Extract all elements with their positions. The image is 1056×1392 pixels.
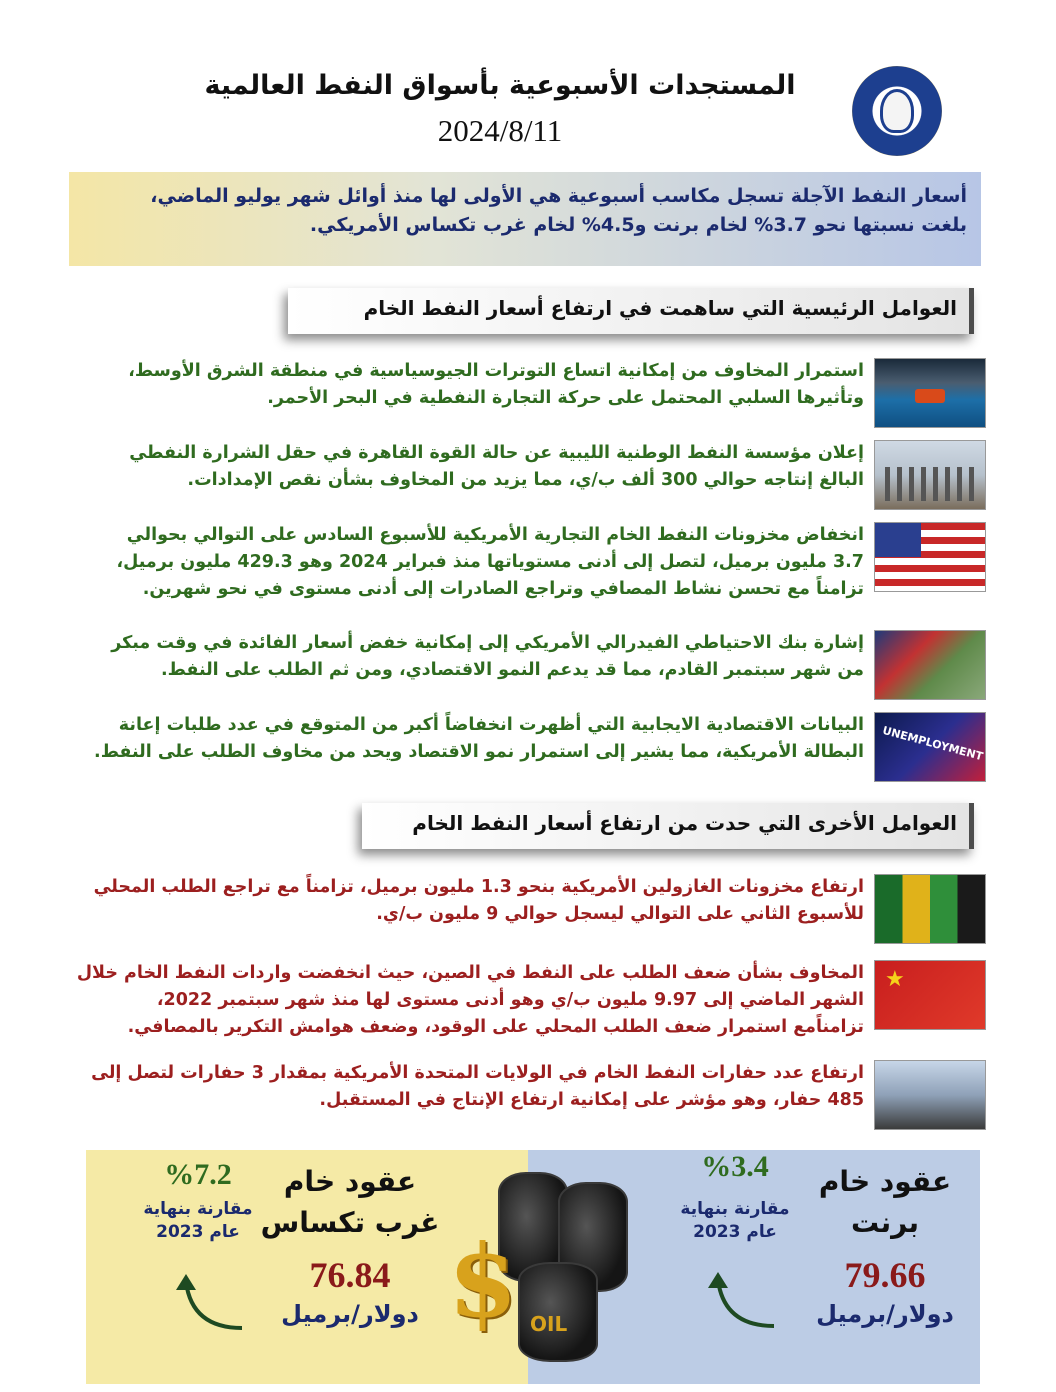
page-date: 2024/8/11: [437, 113, 563, 148]
brent-unit: دولار/برميل: [816, 1300, 954, 1328]
wti-name-line-2: غرب تكساس: [260, 1205, 440, 1239]
factor-up-4: [111, 630, 986, 700]
oil-field-image: [874, 440, 986, 510]
federal-reserve-image: [874, 630, 986, 700]
factor-up-2-line-2: البالغ إنتاجه حوالي 300 ألف ب/ي، مما يزيد من المخاوف بشأن نقص الإمدادات.: [187, 470, 864, 491]
wti-name-line-1: عقود خام: [283, 1165, 417, 1198]
factor-up-1-line-2: وتأثيرها السلبي المحتمل على حركة التجارة النفطية في البحر الأحمر.: [267, 388, 864, 409]
factor-up-3-line-2: 3.7 مليون برميل، لتصل إلى أدنى مستوياتها منذ فبراير 2024 وهو 429.3 مليون برميل،: [116, 552, 864, 573]
us-barrels-decline-image: [874, 522, 986, 592]
factor-up-1: [128, 358, 986, 428]
oil-rig-image: [874, 1060, 986, 1130]
brent-price: 79.66: [844, 1255, 926, 1295]
factor-up-5-line-1: البيانات الاقتصادية الايجابية التي أظهرت انخفاضاً أكبر من المتوقع في عدد طلبات إعانة: [118, 715, 864, 735]
banner-line-2: بلغت نسبتها نحو 3.7% لخام برنت و4.5% لخام غرب تكساس الأمريكي.: [309, 214, 967, 237]
wti-price: 76.84: [309, 1255, 391, 1295]
dollar-icon: $: [448, 1222, 518, 1340]
wti-comparison: [98, 1198, 298, 1244]
factor-down-3-line-1: ارتفاع عدد حفارات النفط الخام في الولايات المتحدة الأمريكية بمقدار 3 حفارات لتصل إلى: [91, 1063, 864, 1083]
brent-up-arrow-icon: [704, 1266, 784, 1336]
brent-name-line-1: عقود خام: [818, 1165, 952, 1198]
oil-barrels-image: [448, 1162, 648, 1372]
factor-up-1-line-1: استمرار المخاوف من إمكانية اتساع التوترات الجيوسياسية في منطقة الشرق الأوسط،: [128, 361, 864, 381]
tanker-fire-image: [874, 358, 986, 428]
factor-up-2-line-1: إعلان مؤسسة النفط الوطنية الليبية عن حالة القوة القاهرة في حقل الشرارة النفطي: [129, 443, 864, 463]
brent-name-line-2: برنت: [850, 1205, 920, 1239]
factor-down-3-line-2: 485 حفار، وهو مؤشر على إمكانية ارتفاع الإنتاج في المستقبل.: [319, 1090, 864, 1111]
factor-down-2-line-1: المخاوف بشأن ضعف الطلب على النفط في الصين، حيث انخفضت واردات النفط الخام خلال: [76, 963, 864, 983]
section-header-down: العوامل الأخرى التي حدت من ارتفاع أسعار النفط الخام: [362, 803, 974, 849]
factor-up-3-line-1: انخفاض مخزونات النفط الخام التجارية الأمريكية للأسبوع السادس على التوالي بحوالي: [126, 525, 864, 545]
section-header-up: العوامل الرئيسية التي ساهمت في ارتفاع أسعار النفط الخام: [288, 288, 974, 334]
page-title: المستجدات الأسبوعية بأسواق النفط العالمية: [204, 70, 796, 101]
unemployment-label: UNEMPLOYMENT: [881, 723, 985, 764]
banner-line-1: أسعار النفط الآجلة تسجل مكاسب أسبوعية هي الأولى لها منذ أوائل شهر يوليو الماضي،: [150, 185, 967, 207]
brent-comparison-line-1: مقارنة بنهاية: [680, 1199, 790, 1219]
factor-down-3: [91, 1060, 986, 1130]
factor-up-5: [94, 712, 986, 782]
factor-down-1-line-1: ارتفاع مخزونات الغازولين الأمريكية بنحو 1.3 مليون برميل، تزامناً مع تراجع الطلب المحلي: [93, 877, 864, 897]
wti-change-pct: %7.2: [164, 1158, 232, 1191]
summary-banner: [69, 172, 981, 266]
brent-change-pct: %3.4: [701, 1150, 769, 1183]
factor-down-2-line-3: تزامناًمع استمرار ضعف الطلب المحلي على الوقود، وضعف هوامش التكرير بالمصافي.: [127, 1017, 864, 1038]
factor-down-2-line-2: الشهر الماضي إلى 9.97 مليون ب/ي وهو أدنى مستوى لها منذ شهر سبتمبر 2022،: [156, 990, 864, 1011]
unemployment-image: [874, 712, 986, 782]
factor-up-3: [117, 522, 987, 603]
brent-comparison-line-2: عام 2023: [693, 1221, 777, 1242]
oil-label: OIL: [530, 1312, 568, 1336]
fuel-pumps-image: [874, 874, 986, 944]
china-flag-image: [874, 960, 986, 1030]
factor-down-2: [77, 960, 986, 1041]
factor-down-1: [94, 874, 986, 944]
factor-up-3-line-3: تزامناً مع تحسن نشاط المصافي وتراجع الصادرات إلى أدنى مستوى في نحو شهرين.: [142, 579, 864, 600]
factor-up-2: [129, 440, 986, 510]
wti-comparison-line-1: مقارنة بنهاية: [143, 1199, 253, 1219]
brent-comparison: [640, 1198, 830, 1244]
factor-down-1-line-2: للأسبوع الثاني على التوالي ليسجل حوالي 9 مليون ب/ي.: [376, 904, 864, 925]
wti-unit: دولار/برميل: [281, 1300, 419, 1328]
opec-logo: [852, 66, 942, 156]
factor-up-4-line-1: إشارة بنك الاحتياطي الفيدرالي الأمريكي إلى إمكانية خفض أسعار الفائدة في وقت مبكر: [111, 633, 864, 653]
wti-up-arrow-icon: [172, 1268, 252, 1338]
factor-up-5-line-2: البطالة الأمريكية، مما يشير إلى استمرار نمو الاقتصاد ويحد من مخاوف الطلب على النفط.: [94, 742, 864, 763]
flame-icon: [880, 89, 914, 133]
wti-comparison-line-2: عام 2023: [156, 1221, 240, 1242]
factor-up-4-line-2: من شهر سبتمبر القادم، مما قد يدعم النمو الاقتصادي، ومن ثم الطلب على النفط.: [160, 660, 864, 681]
